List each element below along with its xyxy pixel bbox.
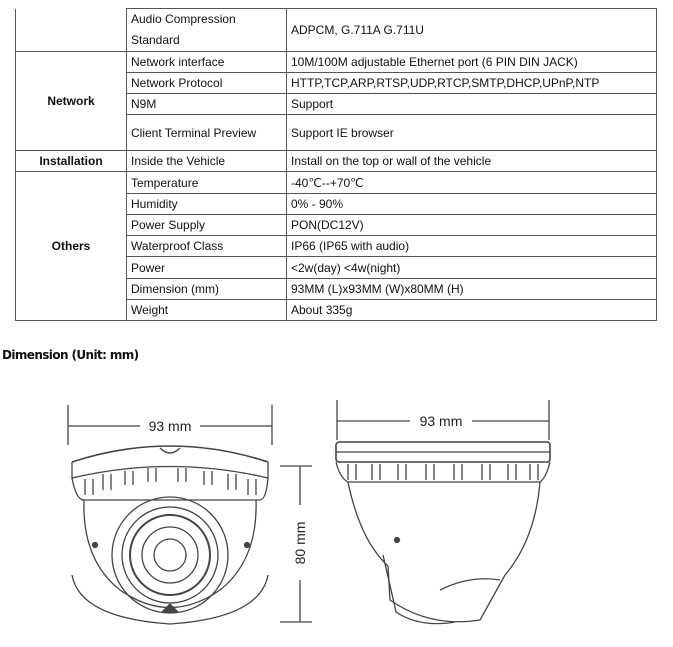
spec-label: N9M (127, 94, 287, 115)
spec-label: Client Terminal Preview (127, 115, 287, 151)
group-network: Network (16, 52, 127, 151)
spec-label: Audio Compression Standard (127, 9, 287, 52)
spec-label: Temperature (127, 172, 287, 194)
spec-value: ADPCM, G.711A G.711U (287, 9, 657, 52)
spec-value: Support IE browser (287, 115, 657, 151)
height-label: 80 mm (292, 521, 308, 565)
front-view-drawing (68, 405, 272, 624)
spec-value: 10M/100M adjustable Ethernet port (6 PIN DIN JACK) (287, 52, 657, 73)
spec-value: -40℃--+70℃ (287, 172, 657, 194)
spec-value: IP66 (IP65 with audio) (287, 236, 657, 257)
group-installation: Installation (16, 151, 127, 172)
spec-value: 0% - 90% (287, 194, 657, 215)
spec-label: Network Protocol (127, 73, 287, 94)
spec-value: Support (287, 94, 657, 115)
front-width-label: 93 mm (148, 418, 192, 434)
dimension-section-title: Dimension (Unit: mm) (2, 348, 139, 362)
spec-label: Waterproof Class (127, 236, 287, 257)
spec-value: Install on the top or wall of the vehicle (287, 151, 657, 172)
spec-value: <2w(day) <4w(night) (287, 257, 657, 279)
spec-value: HTTP,TCP,ARP,RTSP,UDP,RTCP,SMTP,DHCP,UPnP,NTP (287, 73, 657, 94)
spec-value: PON(DC12V) (287, 215, 657, 236)
spec-value: About 335g (287, 300, 657, 321)
spec-label: Power Supply (127, 215, 287, 236)
spec-label: Network interface (127, 52, 287, 73)
spec-label: Power (127, 257, 287, 279)
spec-label: Dimension (mm) (127, 279, 287, 300)
spec-value: 93MM (L)x93MM (W)x80MM (H) (287, 279, 657, 300)
side-view-drawing (336, 400, 550, 624)
spec-label: Weight (127, 300, 287, 321)
group-others: Others (16, 172, 127, 321)
spec-label: Inside the Vehicle (127, 151, 287, 172)
side-width-label: 93 mm (419, 413, 463, 429)
spec-label: Humidity (127, 194, 287, 215)
